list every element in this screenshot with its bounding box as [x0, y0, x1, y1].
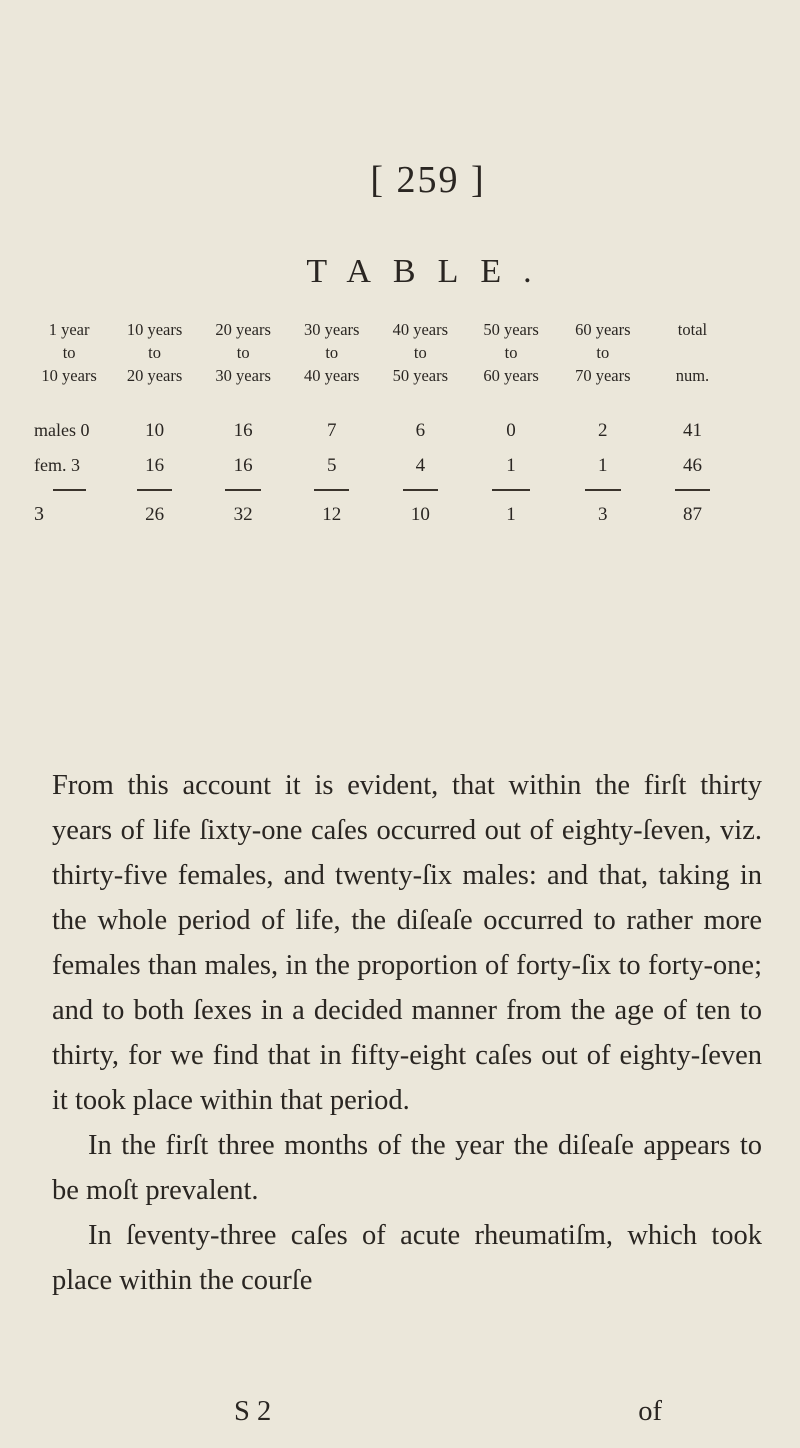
sum-rule — [28, 483, 798, 497]
header-cell — [199, 318, 288, 387]
col-header-from: 10 years — [126, 320, 183, 339]
table-cell: 0 — [506, 419, 516, 441]
table-cell: 12 — [322, 503, 342, 525]
col-header-to: to — [413, 343, 427, 362]
table-cell: 1 — [598, 454, 608, 476]
table-cell: 3 — [34, 503, 44, 525]
col-header-from: 20 years — [215, 320, 271, 339]
col-header-until: num. — [675, 366, 710, 385]
col-header-from: 50 years — [483, 320, 539, 339]
col-header-until: 50 years — [392, 366, 449, 385]
table-cell: 16 — [233, 454, 253, 476]
table-cell: 32 — [233, 503, 253, 525]
catchword: of — [638, 1396, 662, 1427]
header-row — [28, 318, 798, 387]
header-cell — [648, 318, 737, 387]
col-header-from: total — [677, 320, 708, 339]
table-title: TABLE. — [306, 253, 554, 290]
col-header-until: 30 years — [215, 366, 271, 385]
table-cell: 10 — [145, 419, 165, 441]
col-header-to: to — [325, 343, 339, 362]
table-cell: 2 — [598, 419, 608, 441]
signature-mark: S 2 — [234, 1396, 272, 1427]
header-cell — [557, 318, 648, 387]
header-cell — [110, 318, 199, 387]
col-header-to: to — [236, 343, 250, 362]
col-header-to: to — [62, 343, 76, 362]
col-header-until: 20 years — [126, 366, 183, 385]
table-cell: 41 — [682, 419, 702, 441]
row-label: fem. — [34, 455, 67, 475]
page-number: [ 259 ] — [370, 159, 486, 201]
table-cell: 16 — [145, 454, 165, 476]
table-cell: 16 — [233, 419, 253, 441]
table-row-totals — [28, 497, 798, 532]
row-label: males — [34, 420, 76, 440]
table-cell: 6 — [415, 419, 426, 441]
table-cell: 46 — [682, 454, 702, 476]
paragraph: In the firſt three months of the year the diſeaſe appears to be moſt prevalent. — [52, 1130, 762, 1206]
col-header-until: 10 years — [41, 366, 97, 385]
col-header-until: 40 years — [304, 366, 360, 385]
table-cell: 5 — [327, 454, 337, 476]
paragraph: In ſeventy-three caſes of acute rheumatiſm, which took place within the courſe — [52, 1220, 762, 1296]
table-cell: 3 — [70, 455, 80, 475]
age-distribution-table — [28, 318, 798, 532]
col-header-until: 60 years — [483, 366, 539, 385]
header-cell — [376, 318, 465, 387]
paragraph: From this account it is evident, that within the firſt thirty years of life ſixty-one caſes occurred out of eighty-ſeven, viz. thirty-five females, and twenty-ſix males: and that, taking in the whole period of life, the diſeaſe occurred to rather more females than males, in the proportion of forty-ſix to forty-one; and to both ſexes in a decided manner from the age of ten to thirty, for we find that in fifty-eight caſes out of eighty-ſeven it took place within that period. — [52, 770, 762, 1116]
table-cell: 3 — [598, 503, 608, 525]
header-cell — [287, 318, 376, 387]
header-cell — [28, 318, 110, 387]
table-cell: 1 — [506, 454, 516, 476]
header-cell — [465, 318, 558, 387]
table-cell: 4 — [415, 454, 426, 476]
col-header-from: 40 years — [392, 320, 449, 339]
table-cell: 87 — [682, 503, 702, 525]
col-header-from: 30 years — [304, 320, 360, 339]
table-row-males — [28, 413, 798, 448]
col-header-from: 60 years — [575, 320, 631, 339]
col-header-to — [648, 341, 737, 364]
table-cell: 7 — [327, 419, 337, 441]
table-cell: 10 — [410, 503, 430, 525]
col-header-until: 70 years — [575, 366, 631, 385]
body-text — [52, 763, 762, 1303]
table-row-females — [28, 448, 798, 483]
table-cell: 1 — [506, 503, 516, 525]
col-header-from: 1 year — [48, 320, 90, 339]
col-header-to: to — [148, 343, 161, 362]
col-header-to: to — [596, 343, 610, 362]
table-cell: 0 — [80, 420, 90, 440]
table-cell: 26 — [145, 503, 165, 525]
col-header-to: to — [504, 343, 518, 362]
